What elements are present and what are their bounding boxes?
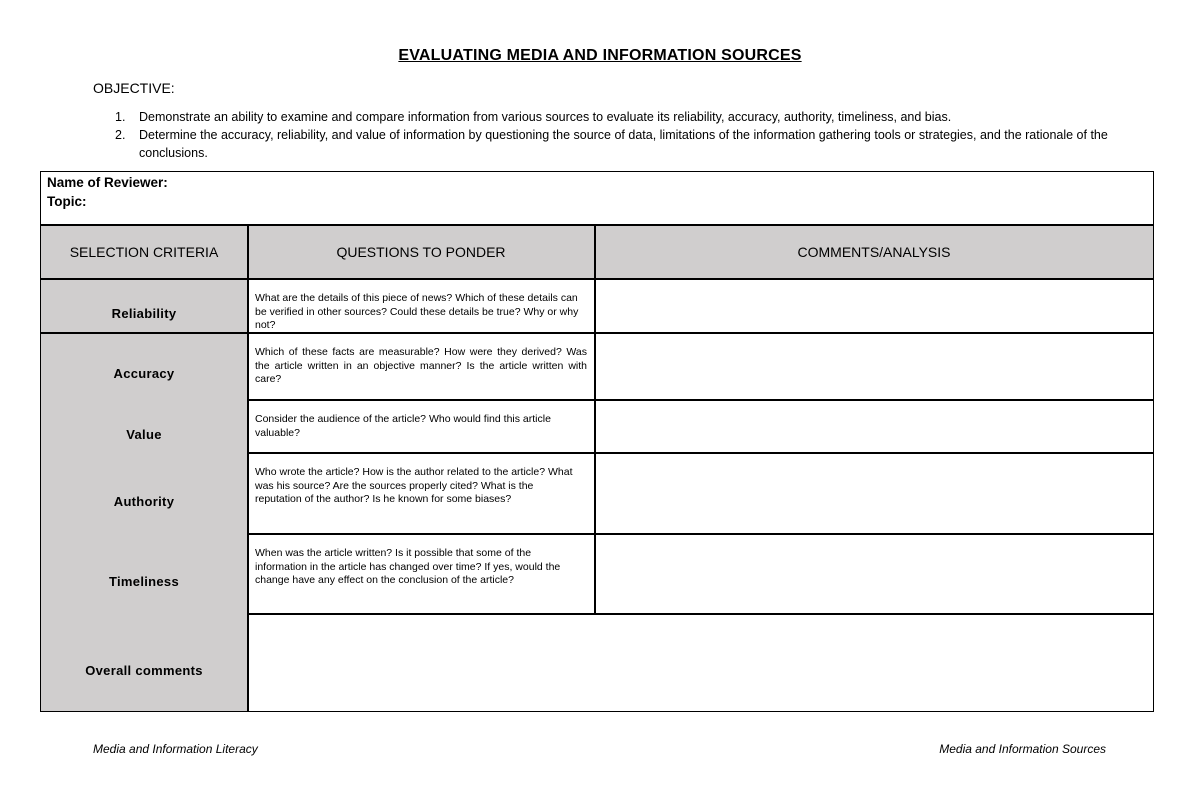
- objective-item: [93, 108, 1113, 126]
- page-title: EVALUATING MEDIA AND INFORMATION SOURCES: [398, 47, 802, 64]
- objective-text: Determine the accuracy, reliability, and value of information by questioning the source of data, limitations of the information gathering tools or strategies, and the rationale of the conclusions.: [139, 128, 1108, 160]
- objective-item: [93, 126, 1113, 162]
- criterion-value: Value: [126, 427, 162, 442]
- header-selection-criteria: SELECTION CRITERIA: [69, 244, 219, 260]
- objective-list: [93, 108, 1113, 162]
- comment-cell-value[interactable]: [596, 401, 1152, 452]
- header-comments: COMMENTS/ANALYSIS: [797, 244, 951, 260]
- question-accuracy: Which of these facts are measurable? How were they derived? Was the article written in an objective manner? Is the article written with care?: [255, 346, 587, 385]
- criterion-overall-comments: Overall comments: [85, 663, 203, 678]
- reviewer-name-label: Name of Reviewer:: [47, 175, 168, 190]
- header-questions: QUESTIONS TO PONDER: [336, 244, 506, 260]
- objective-label: OBJECTIVE:: [93, 80, 175, 96]
- question-authority: Who wrote the article? How is the author related to the article? What was his source? Are the sources properly cited? What is the reputation of the author? Is he known for some biases?: [255, 466, 573, 505]
- question-timeliness: When was the article written? Is it possible that some of the information in the article has changed over time? If yes, would the change have any effect on the conclusion of the article?: [255, 547, 561, 586]
- criterion-accuracy: Accuracy: [113, 366, 175, 381]
- reviewer-block: [47, 173, 168, 211]
- column-divider: [247, 224, 249, 712]
- topic-label: Topic:: [47, 194, 87, 209]
- comment-cell-authority[interactable]: [596, 454, 1152, 533]
- objective-text: Demonstrate an ability to examine and compare information from various sources to evaluate its reliability, accuracy, authority, timeliness, and bias.: [139, 110, 952, 124]
- footer-course: Media and Information Literacy: [93, 742, 258, 756]
- objective-number: 2.: [115, 128, 126, 142]
- objective-number: 1.: [115, 110, 126, 124]
- criterion-authority: Authority: [113, 494, 175, 509]
- criterion-timeliness: Timeliness: [109, 574, 179, 589]
- overall-comments-cell[interactable]: [250, 615, 1152, 710]
- comment-cell-timeliness[interactable]: [596, 535, 1152, 613]
- question-value: Consider the audience of the article? Who would find this article valuable?: [255, 413, 551, 439]
- question-reliability: What are the details of this piece of news? Which of these details can be verified in other sources? Could these details be true? Why or why not?: [255, 292, 579, 331]
- comment-cell-accuracy[interactable]: [596, 334, 1152, 399]
- header-top-border: [40, 224, 1154, 226]
- comment-cell-reliability[interactable]: [596, 280, 1152, 332]
- criterion-reliability: Reliability: [111, 306, 177, 321]
- footer-topic: Media and Information Sources: [939, 742, 1106, 756]
